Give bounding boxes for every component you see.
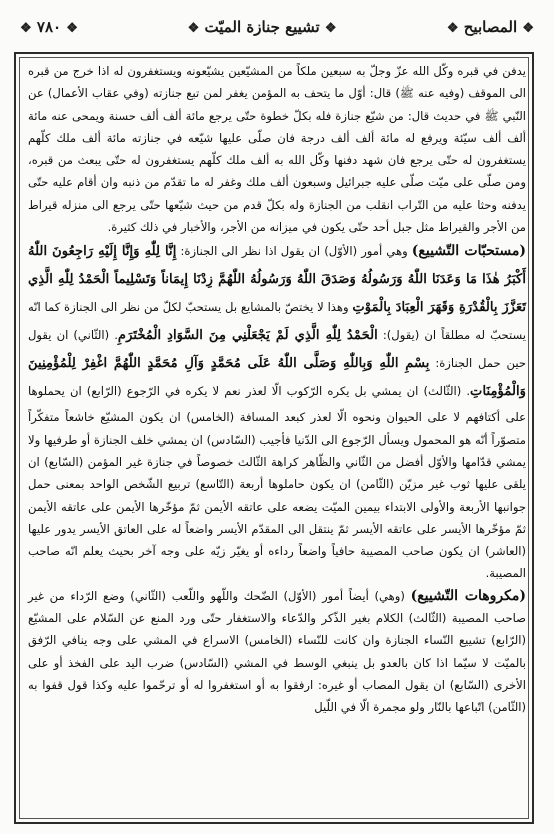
ornament-icon: ❖ (324, 21, 337, 36)
ornament-icon: ❖ (187, 21, 200, 36)
paragraph-intro: يدفن في قبره وكّل الله عزّ وجلّ به سبعين ملكاً من المشيّعين يشيّعونه ويستغفرون له اذا خرج من قبره الى الموقف (وفيه عنه ﷺ) قال: أوّل ما يتحف به المؤمن يغفر لمن تبع جنازته (وفي عقاب الأعمال) عن النّبي ﷺ في حديث قال: من شيّع جنازة فله بكلّ خطوة حتّى يرجع مائة ألف ألف حسنة ويمحى عنه مائة ألف ألف سيّئة ويرفع له مائة ألف ألف درجة فان صلّى عليها شيّعه في جنازته مائة ألف ملك كلّهم يستغفرون له حتّى يرجع فان شهد دفنها وكّل الله به ألف ملك كلّهم يستغفرون له حتّى يبعث من قبره، ومن صلّى على ميّت صلّى عليه جبرائيل وسبعون ألف ملك وغفر له ما تقدّم من ذنبه وان أقام عليه حتّى يدفنه وحثا عليه من التّراب انقلب من الجنازة وله بكلّ قدم من حيث شيّعها حتّى يرجع الى منزله قيراط من الأجر والقيراط مثل جبل أحد حتّى يكون في ميزانه من الأجر، والأخبار في ذلك كثيرة. (28, 64, 526, 235)
paragraph-recommended (28, 238, 526, 584)
page-body (28, 60, 526, 818)
recommended-intro: وهي أمور (الأوّل) ان يقول اذا نظر الى الجنازة: (176, 244, 412, 259)
chapter-title-box (188, 18, 337, 36)
supplication-3: بِسْمِ اللّٰهِ وَبِاللّٰهِ وَصَلَّى اللّٰهُ عَلَى مُحَمَّدٍ وَآلِ مُحَمَّدٍ اللّٰهُمَّ اغْفِرْ لِلْمُؤْمِنِينَ وَالْمُؤْمِنَاتِ (28, 356, 526, 400)
chapter-title: تشييع جنازة الميّت (204, 18, 320, 36)
recommended-text-2: وهذا لا يختصّ بالمشايع بل يستحبّ لكلّ من نظر الى الجنازة كما انّه يستحبّ له مطلقاً ان (يقول): (28, 300, 527, 343)
section-heading-recommended: (مستحبّات التّشييع) (411, 243, 526, 260)
ornament-icon: ❖ (522, 21, 534, 36)
page-number: ٧٨٠ (36, 18, 62, 36)
section-heading-disliked: (مكروهات التّشييع) (410, 587, 527, 604)
page-header (16, 14, 538, 44)
page-number-box (20, 18, 78, 36)
paragraph-disliked (28, 585, 526, 719)
supplication-2: الْحَمْدُ لِلّٰهِ الَّذِي لَمْ يَجْعَلْنِي مِنَ السَّوَادِ الْمُخْتَرَمِ (117, 328, 378, 344)
recommended-text-3: . (الثّاني) ان يقول حين حمل الجنازة: (28, 328, 526, 371)
supplication-1: إِنَّا لِلّٰهِ وَإِنَّا إِلَيْهِ رَاجِعُونَ اللّٰهُ أَكْبَرُ هٰذَا مَا وَعَدَنَا اللّٰهُ وَرَسُولُهُ وَصَدَقَ اللّٰهُ وَرَسُولُهُ اللّٰهُمَّ زِدْنَا إِيمَاناً وَتَسْلِيماً الْحَمْدُ لِلّٰهِ الَّذِي تَعَزَّزَ بِالْقُدْرَةِ وَقَهَرَ الْعِبَادَ بِالْمَوْتِ (28, 244, 526, 316)
ornament-icon: ❖ (66, 21, 78, 36)
disliked-text: (وهي) أيضاً أمور (الأوّل) الضّحك واللّهو واللّعب (الثّاني) وضع الرّداء من غير صاحب المصيبة (الثّالث) الكلام بغير الذّكر والدّعاء والاستغفار حتّى ورد المنع عن السّلام على المشيّع (الرّابع) تشييع النّساء الجنازة وان كانت للنّساء (الخامس) الاسراع في المشي على وجه ينافي الرّفق بالميّت لا سيّما اذا كان بالعدو بل ينبغي الوسط في المشي (السّادس) ضرب اليد على الفخذ أو على الأخرى (السّابع) ان يقول المصاب أو غيره: ارفقوا به أو استغفروا له أو ترحّموا عليه وكذا قول قفوا به (الثّامن) اتّباعها بالنّار ولو مجمرة الّا في اللّيل (28, 588, 526, 715)
recommended-text-4: . (الثّالث) ان يمشي بل يكره الرّكوب الّا لعذر نعم لا يكره في الرّجوع (الرّابع) ان يحملوها على أكتافهم لا على الحيوان ونحوه الّا لعذر كبعد المسافة (الخامس) ان يكون المشيّع خاشعاً متفكّراً متصوّراً أنّه هو المحمول ويسأل الرّجوع الى الدّنيا فأجيب (السّادس) ان يمشي خلف الجنازة أو طرفيها ولا يمشي قدّامها والأوّل أفضل من الثّاني والظّاهر كراهة الثّالث خصوصاً في جنازة غير المؤمن (السّابع) ان يلقى عليها ثوب غير مزيّن (الثّامن) ان يكون حاملوها أربعة (التّاسع) تربيع الشّخص الواحد بمعنى حمل جوانبها الأربعة والأولى الابتداء بيمين الميّت يضعه على عاتقه الأيمن ثمّ مؤخّرها الأيمن على عاتقه الأيمن ثمّ مؤخّرها الأيسر على عاتقه الأيسر ثمّ ينتقل الى المقدّم الأيسر واضعاً له على العاتق الأيسر يدور عليها (العاشر) ان يكون صاحب المصيبة حافياً واضعاً رداءه أو يغيّر زيّه على وجه آخر بحيث يعلم انّه صاحب المصيبة. (28, 384, 526, 581)
ornament-icon: ❖ (20, 21, 32, 36)
book-title-box (447, 18, 534, 36)
book-title: المصابيح (463, 18, 518, 36)
ornament-icon: ❖ (446, 21, 459, 36)
